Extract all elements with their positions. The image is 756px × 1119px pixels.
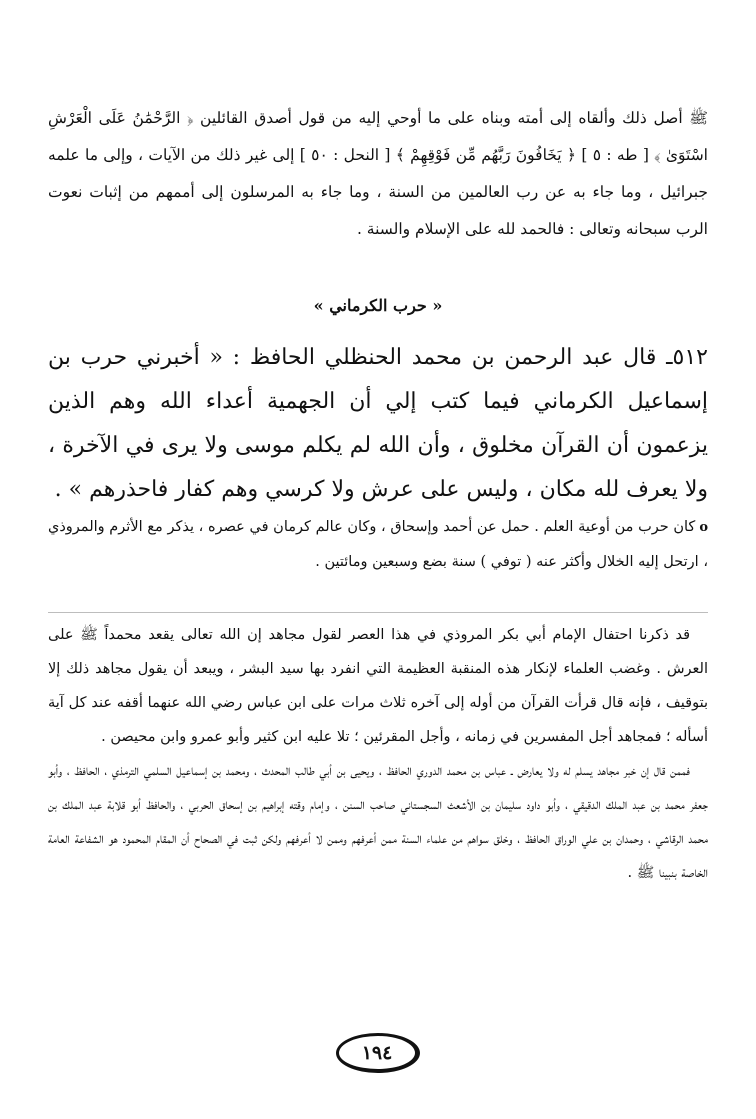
intro-paragraph: ﷺ أصل ذلك وألقاه إلى أمته وبناه على ما أوحي إليه من قول أصدق القائلين ﴿ الرَّحْمَٰنُ عَلَى الْعَرْشِ اسْتَوَىٰ ﴾ [ طه : ٥ ] ﴿ يَخَافُونَ رَبَّهُم مِّن فَوْقِهِمْ ﴾ [ النحل : ٥٠ ] إلى غير ذلك من الآيات ، وإلى ما علمه جبرائيل ، وما جاء به عن رب العالمين من السنة ، وما جاء به المرسلون إلى أممهم من إثبات نعوت الرب سبحانه وتعالى : فالحمد لله على الإسلام والسنة . [48,109,708,238]
footnote-paragraph [48,510,708,579]
book-page [48,0,708,1119]
page-number: ١٩٤ [336,1033,420,1073]
narration-512-text: ٥١٢ـ قال عبد الرحمن بن محمد الحنظلي الحافظ : « أخبرني حرب بن إسماعيل الكرماني فيما كتب إلي أن الجهمية أعداء الله وهم الذين يزعمون أن القرآن مخلوق ، وأن الله لم يكلم موسى ولا يرى في الآخرة ، ولا يعرف لله مكان ، وليس على عرش ولا كرسي وهم كفار فاحذرهم » . [48,345,708,502]
footnote-text: كان حرب من أوعية العلم . حمل عن أحمد وإسحاق ، وكان عالم كرمان في عصره ، يذكر مع الأثرم والمروذي ، ارتحل إليه الخلال وأكثر عنه ( توفي ) سنة بضع وسبعين ومائتين . [48,519,708,570]
section-heading: « حرب الكرماني » [313,296,443,315]
section-divider [48,612,708,613]
main-narration [48,336,708,512]
commentary-section [48,618,708,890]
intro-section [48,100,708,248]
footnote-section [48,510,708,579]
commentary-paragraph: قد ذكرنا احتفال الإمام أبي بكر المروذي في هذا العصر لقول مجاهد إن الله تعالى يقعد محمداً ﷺ على العرش . وغضب العلماء لإنكار هذه المنقبة العظيمة التي انفرد بها سيد البشر ، ويبعد أن يقول مجاهد ذلك إلا بتوقيف ، فإنه قال قرأت القرآن من أوله إلى آخره ثلاث مرات على ابن عباس رضي الله عنهما أقفه عند كل آية أسأله ؛ فمجاهد أجل المفسرين في زمانه ، وأجل المقرئين ؛ تلا عليه ابن كثير وأبو عمرو وابن محيصن . [48,627,708,745]
commentary-paragraph: فممن قال إن خبر مجاهد يسلم له ولا يعارض ـ عباس بن محمد الدوري الحافظ ، ويحيى بن أبي طالب المحدث ، ومحمد بن إسماعيل السلمي الترمذي ، الحافظ ، وأبو جعفر محمد بن عبد الملك الدقيقي ، وأبو داود سليمان بن الأشعث السجستاني صاحب السنن ، وإمام وقته إبراهيم بن إسحاق الحربي ، والحافظ أبو قلابة عبد الملك بن محمد الرقاشي ، وحمدان بن علي الوراق الحافظ ، وخلق سواهم من علماء السنة ممن أعرفهم وممن لا أعرفهم ولكن ثبت في الصحاح أن المقام المحمود هو الشفاعة العامة الخاصة بنبينا ﷺ . [48,763,708,881]
footnote-marker: ο [699,520,708,535]
